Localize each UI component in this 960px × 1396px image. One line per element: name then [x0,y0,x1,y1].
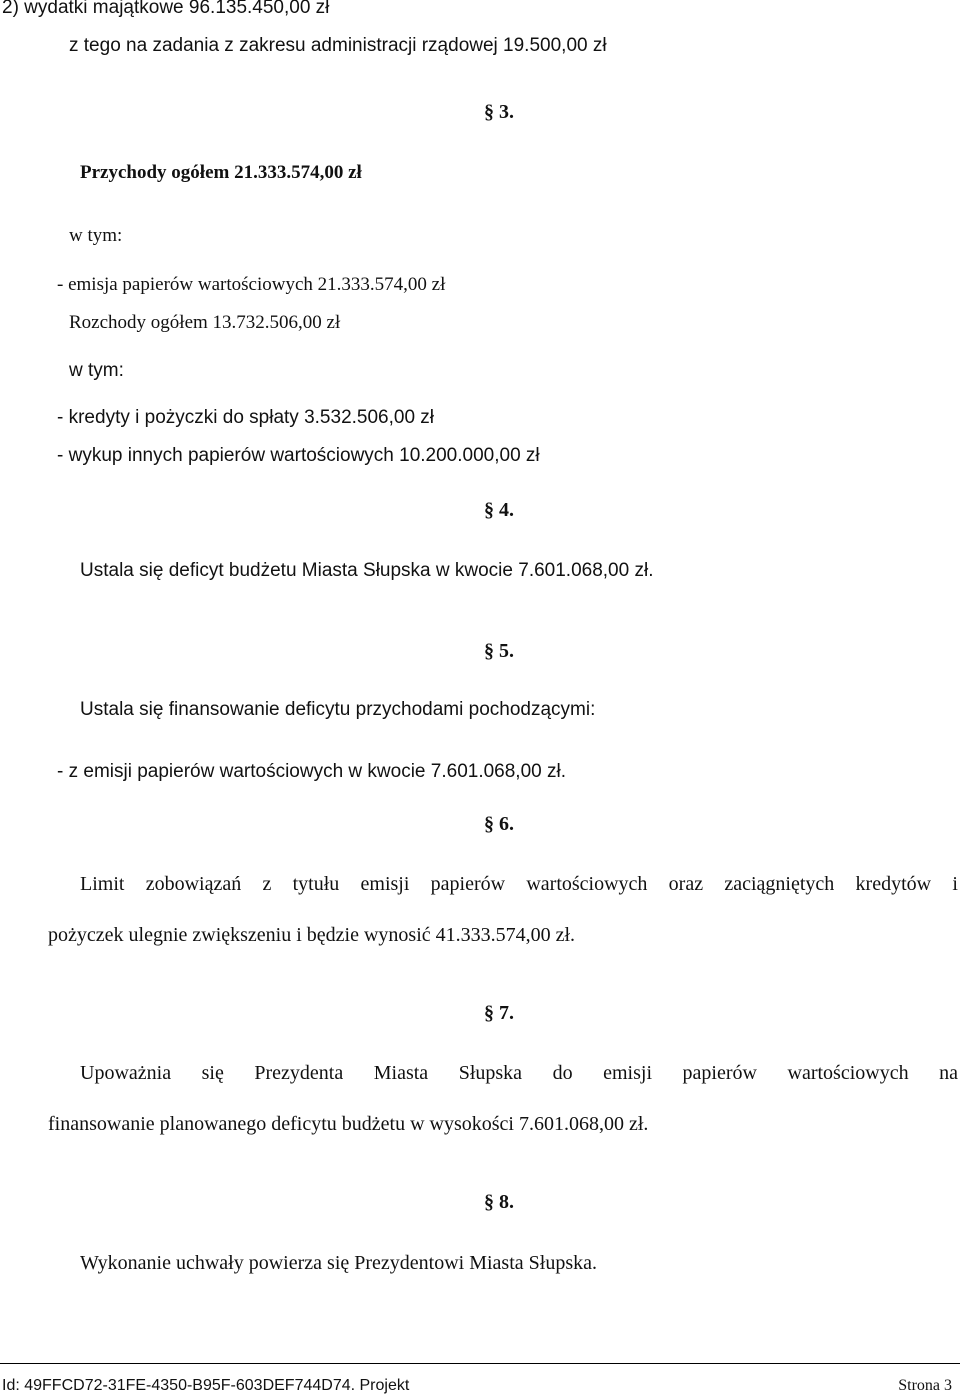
footer-document-id: Id: 49FFCD72-31FE-4350-B95F-603DEF744D74. Projekt [2,1377,410,1394]
word: z [262,873,272,895]
line-including-2: w tym: [69,360,124,381]
line-securities-issue: - emisja papierów wartościowych 21.333.574,00 zł [57,274,446,295]
word: Upoważnia [80,1062,172,1084]
word: i [952,873,958,895]
paragraph-4-heading: § 4. [484,499,514,521]
word: papierów [682,1062,757,1084]
word: wartościowych [526,873,648,895]
paragraph-7-heading: § 7. [484,1002,514,1024]
line-liability-limit [80,874,958,894]
word: kredytów [855,873,932,895]
word: do [552,1062,573,1084]
line-execution: Wykonanie uchwały powierza się Prezydentowi Miasta Słupska. [80,1252,597,1274]
footer-page-number: Strona 3 [898,1377,952,1394]
word: się [201,1062,224,1084]
line-authorization-cont: finansowanie planowanego deficytu budżetu w wysokości 7.601.068,00 zł. [48,1113,649,1135]
paragraph-8-heading: § 8. [484,1191,514,1213]
word: tytułu [292,873,340,895]
word: emisji [603,1062,653,1084]
paragraph-5-heading: § 5. [484,640,514,662]
line-outflow-total: Rozchody ogółem 13.732.506,00 zł [69,312,341,333]
word: Słupska [458,1062,523,1084]
line-including-1: w tym: [69,225,123,246]
word: zaciągniętych [724,873,835,895]
line-financing-source: - z emisji papierów wartościowych w kwocie 7.601.068,00 zł. [57,761,566,782]
word: oraz [668,873,704,895]
word: papierów [430,873,506,895]
word: zobowiązań [145,873,242,895]
line-government-tasks: z tego na zadania z zakresu administracji rządowej 19.500,00 zł [69,35,607,56]
word: emisji [360,873,410,895]
line-deficit-financing: Ustala się finansowanie deficytu przychodami pochodzącymi: [80,699,596,720]
line-securities-buyback: - wykup innych papierów wartościowych 10.200.000,00 zł [57,445,540,466]
paragraph-3-heading: § 3. [484,101,514,123]
line-capital-expenditure: 2) wydatki majątkowe 96.135.450,00 zł [2,0,330,18]
word: Limit [80,873,125,895]
line-loans-repayment: - kredyty i pożyczki do spłaty 3.532.506,00 zł [57,407,435,428]
word: Prezydenta [254,1062,344,1084]
footer-divider [0,1363,960,1364]
line-deficit: Ustala się deficyt budżetu Miasta Słupska w kwocie 7.601.068,00 zł. [80,560,654,581]
line-liability-limit-cont: pożyczek ulegnie zwiększeniu i będzie wynosić 41.333.574,00 zł. [48,924,576,946]
word: na [939,1062,958,1084]
paragraph-6-heading: § 6. [484,813,514,835]
line-authorization [80,1063,958,1083]
word: Miasta [373,1062,429,1084]
word: wartościowych [787,1062,909,1084]
line-revenue-total: Przychody ogółem 21.333.574,00 zł [80,162,362,183]
